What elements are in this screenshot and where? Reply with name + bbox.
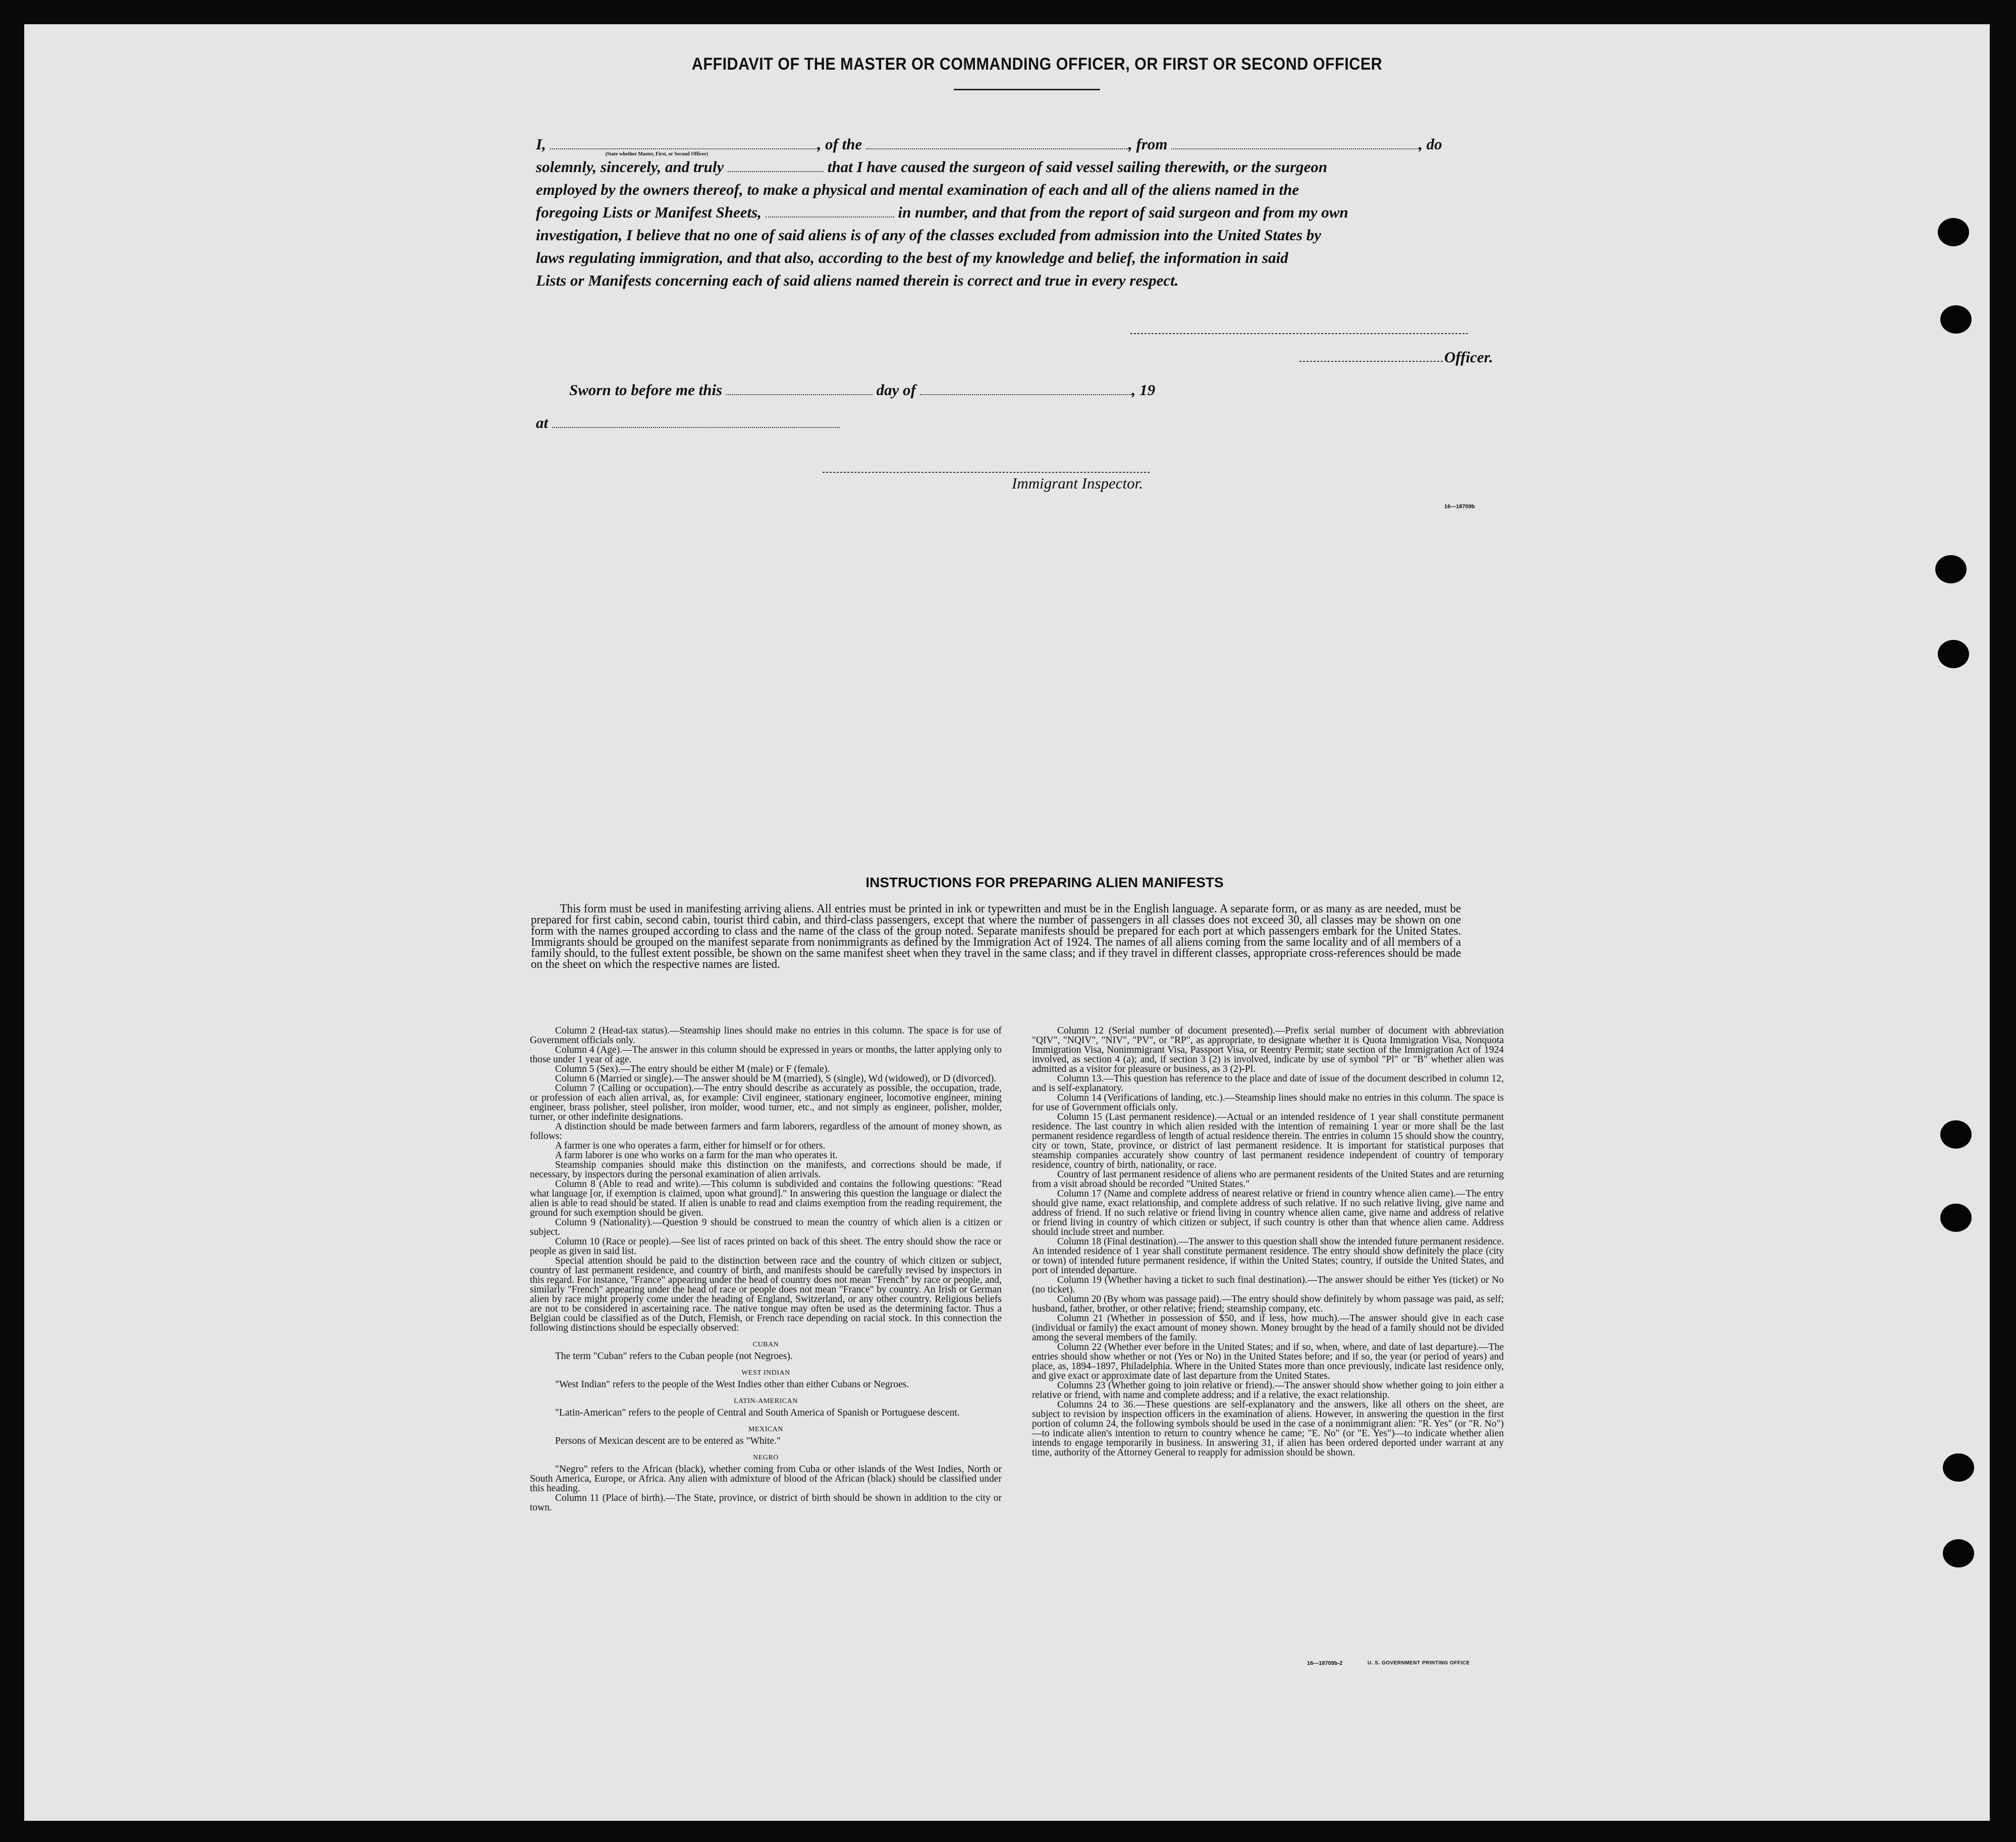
at-label: at: [536, 414, 549, 431]
col15b-text: Country of last permanent residence of aliens who are permanent residents of the United States and are returning from a visit abroad should be recorded "United States.": [1032, 1169, 1504, 1189]
col11-text: Column 11 (Place of birth).—The State, province, or district of birth should be shown in addition to the city or town.: [530, 1493, 1002, 1513]
mexican-text: Persons of Mexican descent are to be entered as "White.": [555, 1436, 781, 1446]
affidavit-line-2: [536, 158, 1505, 176]
col6-text: Column 6 (Married or single).—The answer should be M (married), S (single), Wd (widowed), or D (divorced).: [555, 1073, 997, 1084]
sworn-day-field[interactable]: [726, 383, 873, 395]
col10b-text: Special attention should be paid to the distinction between race and the country of which citizen or subject, country of last permanent residence, and country of birth, and manifests should be carefully revised by inspectors in this regard. For instance, "France" appearing under the head of country does not mean "French" by race or people, and, similarly "French" appearing under the head of race or people does not mean "France" by country. An Irish or German alien by race might properly come under the heading of England, Switzerland, or any other country. Religious beliefs are not to be considered in ascertaining race. The native tongue may often be used as the determining factor. Thus a Belgian could be classified as of the Dutch, Flemish, or French race depending on racial stock. In this connection the following distinctions should be especially observed:: [530, 1256, 1002, 1333]
instructions-left-column: [530, 1026, 1002, 1512]
col2-text: Column 2 (Head-tax status).—Steamship lines should make no entries in this column. The space is for use of Government officials only.: [530, 1025, 1002, 1046]
latin-american-heading: LATIN-AMERICAN: [734, 1397, 798, 1405]
punch-hole-1: [1938, 218, 1969, 246]
instructions-intro: [531, 903, 1461, 970]
cuban-text: The term "Cuban" refers to the Cuban people (not Negroes).: [555, 1351, 793, 1362]
col14-text: Column 14 (Verifications of landing, etc.).—Steamship lines should make no entries in this column. The space is for use of Government officials only.: [1032, 1093, 1504, 1113]
col4-text: Column 4 (Age).—The answer in this column should be expressed in years or months, the latter applying only to those under 1 year of age.: [530, 1045, 1002, 1065]
col24-text: Columns 24 to 36.—These questions are self-explanatory and the answers, like all others on the sheet, are subject to revision by inspection officers in the examination of aliens. However, in answering the question in the first portion of column 24, the following symbols should be used in the case of a nonimmigrant alien: "R. Yes" (or "R. No")—to indicate alien's intention to return to country whence he came; "E. No" (or "E. Yes")—to indicate whether alien intends to engage temporarily in business. In answering 31, if alien has been ordered deported under warrant at any time, authority of the Attorney General to reapply for admission should be shown.: [1032, 1399, 1504, 1458]
officer-label: Officer.: [1444, 348, 1493, 366]
col22-text: Column 22 (Whether ever before in the United States; and if so, when, where, and date of last departure).—The entries should show whether or not (Yes or No) in the United States before; and if so, the year (or period of years) and place, as, 1894–1897, Philadelphia. Where in the United States more than once previously, indicate last residence only, and give exact or approximate date of last departure from the United States.: [1032, 1342, 1504, 1381]
col12-text: Column 12 (Serial number of document presented).—Prefix serial number of document with abbreviation "QIV", "NQIV", "NIV", "PV", or "RP", as appropriate, to designate whether it is Quota Immigration Visa, Nonquota Immigration Visa, Nonimmigrant Visa, Passport Visa, or Reentry Permit; state section of the Immigration Act of 1924 involved, as section 4 (a); and, if section 3 (2) is involved, indicate by use of symbol "Pl" or "B" whether alien was admitted as a visitor for pleasure or business, as 3 (2)-Pl.: [1032, 1025, 1504, 1074]
punch-hole-2: [1940, 305, 1972, 334]
officer-signature-line[interactable]: [1130, 333, 1468, 334]
do-label: , do: [1419, 135, 1442, 153]
punch-hole-8: [1943, 1539, 1974, 1567]
punch-hole-7: [1943, 1453, 1974, 1482]
day-of-label: day of: [876, 381, 916, 399]
mexican-heading: MEXICAN: [748, 1426, 783, 1433]
punch-hole-4: [1938, 640, 1969, 668]
of-the-label: , of the: [817, 135, 862, 153]
negro-heading: NEGRO: [753, 1454, 779, 1461]
inspector-label: Immigrant Inspector.: [1012, 474, 1143, 492]
state-note: (State whether Master, First, or Second Officer): [605, 151, 709, 157]
affidavit-line-6: laws regulating immigration, and that also, according to the best of my knowledge and belief, the information in said: [536, 249, 1288, 266]
vessel-field[interactable]: [866, 137, 1128, 149]
punch-hole-3: [1935, 555, 1967, 583]
negro-text: "Negro" refers to the African (black), whether coming from Cuba or other islands of the West Indies, North or South America, Europe, or Africa. Any alien with admixture of blood of the African (black) should be classified under this heading.: [530, 1464, 1002, 1494]
col7d-text: A farm laborer is one who works on a farm for the man who operates it.: [555, 1150, 838, 1161]
col20-text: Column 20 (By whom was passage paid).—The entry should show definitely by whom passage was paid, as self; husband, father, brother, or other relative; friend; steamship company, etc.: [1032, 1294, 1504, 1314]
col7-text: Column 7 (Calling or occupation).—The entry should describe as accurately as possible, the occupation, trade, or profession of each alien arrival, as, for example: Civil engineer, stationary engineer, locomotive engineer, mining engineer, brass polisher, steel polisher, iron molder, wood turner, etc., and not simply as engineer, polisher, molder, turner, or other indefinite designations.: [530, 1083, 1002, 1122]
line4a: foregoing Lists or Manifest Sheets,: [536, 203, 761, 221]
affidavit-title: AFFIDAVIT OF THE MASTER OR COMMANDING OFFICER, OR FIRST OR SECOND OFFICER: [691, 55, 1383, 74]
sworn-month-field[interactable]: [920, 383, 1132, 395]
port-field[interactable]: [1171, 137, 1419, 149]
west-indian-text: "West Indian" refers to the people of the West Indies other than either Cubans or Negroes.: [555, 1379, 909, 1390]
inspector-signature-line[interactable]: [823, 472, 1151, 473]
i-label: I,: [536, 135, 546, 153]
instructions-right-column: [1032, 1026, 1504, 1457]
affidavit-line-3: employed by the owners thereof, to make a physical and mental examination of each and all of the aliens named in the: [536, 181, 1299, 198]
line2a: solemnly, sincerely, and truly: [536, 158, 724, 176]
instructions-title: INSTRUCTIONS FOR PREPARING ALIEN MANIFESTS: [865, 875, 1224, 890]
affidavit-line-1: [536, 135, 1505, 157]
col7c-text: A farmer is one who operates a farm, either for himself or for others.: [555, 1141, 826, 1151]
col10-text: Column 10 (Race or people).—See list of races printed on back of this sheet. The entry should show the race or people as given in said list.: [530, 1236, 1002, 1257]
line4b: in number, and that from the report of said surgeon and from my own: [898, 203, 1348, 221]
year-label: , 19: [1131, 381, 1156, 399]
latin-american-text: "Latin-American" refers to the people of Central and South America of Spanish or Portuguese descent.: [555, 1407, 960, 1418]
col7e-text: Steamship companies should make this distinction on the manifests, and corrections should be made, if necessary, by inspectors during the personal examination of alien arrivals.: [530, 1160, 1002, 1180]
sworn-label: Sworn to before me this: [569, 381, 723, 399]
cuban-heading: CUBAN: [752, 1341, 779, 1348]
punch-hole-6: [1940, 1204, 1972, 1232]
col19-text: Column 19 (Whether having a ticket to such final destination).—The answer should be either Yes (ticket) or No (no ticket).: [1032, 1275, 1504, 1295]
from-label: , from: [1128, 135, 1168, 153]
officer-title-line[interactable]: [1299, 361, 1443, 362]
col8-text: Column 8 (Able to read and write).—This column is subdivided and contains the following questions: "Read what language [or, if exemption is claimed, upon what ground]." In answering this question the language or dialect the alien is able to read should be stated. If alien is unable to read and claims exemption from the reading requirement, the ground for such exemption should be given.: [530, 1179, 1002, 1218]
col13-text: Column 13.—This question has reference to the place and date of issue of the document described in column 12, and is self-explanatory.: [1032, 1073, 1504, 1094]
col18-text: Column 18 (Final destination).—The answer to this question shall show the intended future permanent residence. An intended residence of 1 year shall constitute permanent residence. The entry should show definitely the place (city or town) of intended future permanent residence, if within the United States; country, if outside the United States, and port of intended departure.: [1032, 1236, 1504, 1276]
affidavit-line-4: [536, 203, 1505, 222]
line2b: that I have caused the surgeon of said vessel sailing therewith, or the surgeon: [827, 158, 1328, 176]
col17-text: Column 17 (Name and complete address of nearest relative or friend in country whence alien came).—The entry should give name, exact relationship, and complete address of such relative. If no such relative living, give name and address of friend. If no such relative or friend living in country whence alien came, give name and address of relative or friend living in country of which citizen or subject, if such country is other than that whence alien came. Address should include street and number.: [1032, 1188, 1504, 1237]
col7b-text: A distinction should be made between farmers and farm laborers, regardless of the amount of money shown, as follows:: [530, 1121, 1002, 1142]
sworn-line: [569, 381, 1276, 399]
title-rule: [954, 89, 1100, 90]
sworn-manner-field[interactable]: [728, 160, 824, 172]
affidavit-line-5: investigation, I believe that no one of said aliens is of any of the classes excluded from admission into the United States by: [536, 226, 1322, 244]
west-indian-heading: WEST INDIAN: [741, 1369, 790, 1377]
sworn-place-field[interactable]: [552, 416, 840, 428]
col5-text: Column 5 (Sex).—The entry should be either M (male) or F (female).: [555, 1064, 830, 1074]
printer-note: U. S. GOVERNMENT PRINTING OFFICE: [1368, 1660, 1470, 1666]
intro-text: This form must be used in manifesting arriving aliens. All entries must be printed in ink or typewritten and must be in the English language. A separate form, or as many as are needed, must be prepared for first cabin, second cabin, tourist third cabin, and third-class passengers, except that where the number of passengers in all classes does not exceed 30, all classes may be shown on one form with the names grouped according to class and the name of the class of the group noted. Separate manifests should be prepared for each port at which passengers embark for the United States. Immigrants should be grouped on the manifest separate from nonimmigrants as defined by the Immigration Act of 1924. The names of all aliens coming from the same locality and of all members of a family should, to the fullest extent possible, be shown on the same manifest sheet when they travel in the same class; and if they travel in different classes, appropriate cross-references should be made on the sheet on which the respective names are listed.: [531, 902, 1461, 971]
col15-text: Column 15 (Last permanent residence).—Actual or an intended residence of 1 year shall constitute permanent residence. The last country in which alien resided with the intention of remaining 1 year or more shall be the last permanent residence regardless of length of actual residence therein. The entries in column 15 should show the country, city or town, State, province, or district of last permanent residence. It is important for statistical purposes that steamship companies accurately show country of last permanent residence independent of country of temporary residence, country of birth, nationality, or race.: [1032, 1112, 1504, 1170]
footer-code: 16—18709b-2: [1307, 1660, 1343, 1666]
sheet-count-field[interactable]: [766, 205, 894, 218]
col9-text: Column 9 (Nationality).—Question 9 should be construed to mean the country of which alien is a citizen or subject.: [530, 1217, 1002, 1237]
col21-text: Column 21 (Whether in possession of $50, and if less, how much).—The answer should give in each case (individual or family) the exact amount of money shown. Money brought by the head of a family should not be divided among the several members of the family.: [1032, 1313, 1504, 1343]
punch-hole-5: [1940, 1120, 1972, 1149]
form-code: 16—18709b: [1444, 504, 1475, 510]
officer-rank-field[interactable]: [550, 137, 818, 157]
affidavit-line-7: Lists or Manifests concerning each of said aliens named therein is correct and true in every respect.: [536, 272, 1179, 289]
col23-text: Columns 23 (Whether going to join relative or friend).—The answer should show whether going to join either a relative or friend, with name and complete address; and if a relative, the exact relationship.: [1032, 1380, 1504, 1400]
at-line: [536, 414, 889, 432]
